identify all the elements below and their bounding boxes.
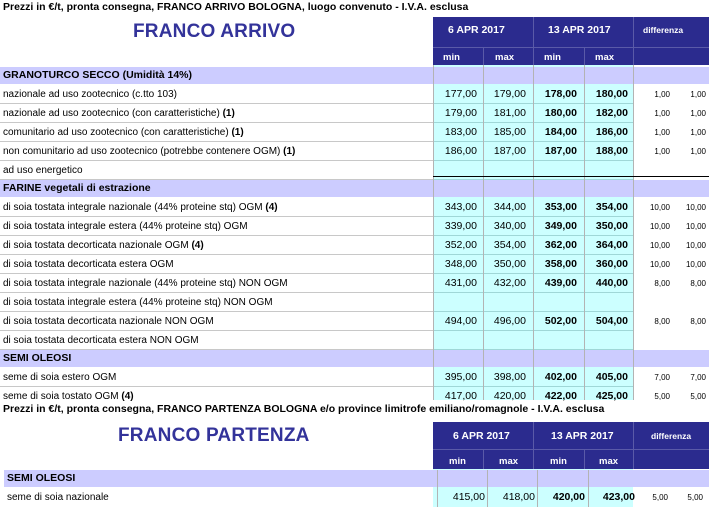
partenza-header-col-sep [584, 449, 585, 469]
difference-value: 7,00 [690, 373, 706, 382]
row-label [3, 161, 83, 180]
price-value: 358,00 [544, 258, 577, 270]
row-label-footnote: (4) [265, 202, 278, 213]
difference-value: 5,00 [687, 493, 703, 502]
row-label-text: nazionale ad uso zootecnico (c.tto 103) [3, 89, 177, 100]
price-value: 439,00 [544, 277, 577, 289]
row-label [3, 368, 116, 387]
arrivo-table-row [0, 312, 709, 331]
row-label-text: di soia tostata decorticata estera OGM [3, 259, 174, 270]
arrivo-table-row [0, 85, 709, 104]
partenza-date-1: 6 APR 2017 [453, 430, 510, 442]
row-label [3, 104, 235, 123]
price-value: 339,00 [444, 220, 477, 232]
partenza-date-2: 13 APR 2017 [551, 430, 614, 442]
partenza-col-sep [487, 470, 488, 507]
difference-value: 1,00 [654, 128, 670, 137]
price-value: 353,00 [544, 201, 577, 213]
difference-value: 1,00 [690, 90, 706, 99]
arrivo-header-col-sep [483, 47, 484, 65]
price-value: 417,00 [444, 390, 477, 402]
price-value: 398,00 [493, 371, 526, 383]
price-value: 418,00 [502, 491, 535, 503]
arrivo-table-row [0, 293, 709, 312]
row-label [3, 85, 177, 104]
row-label [3, 198, 278, 217]
price-value: 502,00 [544, 315, 577, 327]
price-value: 420,00 [552, 491, 585, 503]
row-label-text: di soia tostata decorticata estera NON OGM [3, 335, 199, 346]
price-value: 354,00 [595, 201, 628, 213]
price-value: 343,00 [444, 201, 477, 213]
partenza-max-2: max [599, 456, 619, 467]
arrivo-header-col-sep [584, 47, 585, 65]
row-label [3, 217, 248, 236]
partenza-title: FRANCO PARTENZA [118, 425, 310, 446]
row-label-text: di soia tostata integrale estera (44% proteine stq) OGM [3, 221, 248, 232]
difference-value: 7,00 [654, 373, 670, 382]
row-label-text: di soia tostata decorticata nazionale NON OGM [3, 316, 214, 327]
price-value: 496,00 [493, 315, 526, 327]
difference-value: 10,00 [685, 203, 706, 212]
arrivo-date-2: 13 APR 2017 [548, 24, 611, 36]
row-label-footnote: (1) [231, 127, 244, 138]
row-label-text: di soia tostata integrale estera (44% proteine stq) NON OGM [3, 297, 273, 308]
price-value: 179,00 [444, 107, 477, 119]
row-label-text: non comunitario ad uso zootecnico (potrebbe contenere OGM) [3, 146, 284, 157]
price-value: 349,00 [544, 220, 577, 232]
arrivo-col-sep [533, 65, 534, 400]
price-value: 180,00 [544, 107, 577, 119]
price-value: 182,00 [595, 107, 628, 119]
partenza-header-col-sep [633, 422, 634, 469]
partenza-diff-label: differenza [651, 431, 692, 441]
price-value: 425,00 [595, 390, 628, 402]
price-value: 350,00 [595, 220, 628, 232]
price-value: 354,00 [493, 239, 526, 251]
price-value: 431,00 [444, 277, 477, 289]
price-value: 432,00 [493, 277, 526, 289]
arrivo-table-row [0, 368, 709, 387]
arrivo-section-header: GRANOTURCO SECCO (Umidità 14%) [0, 67, 709, 84]
row-label-footnote: (4) [191, 240, 204, 251]
price-value: 420,00 [493, 390, 526, 402]
arrivo-col-sep [633, 65, 634, 400]
arrivo-col-sep [584, 65, 585, 400]
arrivo-table-row [0, 217, 709, 236]
arrivo-table-row [0, 255, 709, 274]
arrivo-price-note: Prezzi in €/t, pronta consegna, FRANCO ARRIVO BOLOGNA, luogo convenuto - I.V.A. esclusa [0, 0, 709, 16]
price-value: 344,00 [493, 201, 526, 213]
difference-value: 10,00 [649, 241, 670, 250]
arrivo-table-row [0, 331, 709, 350]
difference-value: 1,00 [654, 147, 670, 156]
partenza-min-1: min [449, 456, 466, 467]
difference-value: 10,00 [649, 222, 670, 231]
price-value: 350,00 [493, 258, 526, 270]
price-value: 184,00 [544, 126, 577, 138]
partenza-header-col-sep [483, 449, 484, 469]
row-label-text: seme di soia estero OGM [3, 372, 117, 383]
difference-value: 10,00 [685, 260, 706, 269]
price-value: 188,00 [595, 145, 628, 157]
row-label [3, 255, 174, 274]
difference-value: 8,00 [690, 317, 706, 326]
partenza-section-header: SEMI OLEOSI [4, 470, 709, 487]
price-value: 352,00 [444, 239, 477, 251]
difference-value: 5,00 [690, 392, 706, 401]
price-value: 422,00 [544, 390, 577, 402]
row-label-text: di soia tostata integrale nazionale (44% proteine stq) OGM [3, 202, 266, 213]
difference-value: 10,00 [649, 260, 670, 269]
partenza-max-1: max [499, 456, 519, 467]
price-value: 423,00 [602, 491, 635, 503]
arrivo-header-col-sep [633, 17, 634, 65]
row-label [3, 293, 273, 312]
arrivo-table-row [0, 142, 709, 161]
partenza-header-divider [433, 449, 709, 450]
partenza-col-sep [588, 470, 589, 507]
row-label [3, 331, 199, 350]
row-label-footnote: (1) [283, 146, 296, 157]
difference-value: 1,00 [654, 90, 670, 99]
row-label-text: nazionale ad uso zootecnico (con caratteristiche) [3, 108, 223, 119]
price-value: 415,00 [452, 491, 485, 503]
arrivo-section-header: FARINE vegetali di estrazione [0, 180, 709, 197]
row-label-footnote: (1) [222, 108, 235, 119]
price-value: 395,00 [444, 371, 477, 383]
difference-value: 10,00 [649, 203, 670, 212]
price-value: 360,00 [595, 258, 628, 270]
arrivo-table-row [0, 274, 709, 293]
difference-value: 1,00 [654, 109, 670, 118]
row-label-text: ad uso energetico [3, 165, 83, 176]
partenza-col-sep [437, 470, 438, 507]
arrivo-table-row [0, 236, 709, 255]
arrivo-min-2: min [544, 52, 561, 63]
row-label [3, 142, 295, 161]
partenza-min-2: min [550, 456, 567, 467]
arrivo-table-row [0, 123, 709, 142]
price-value: 405,00 [595, 371, 628, 383]
arrivo-max-1: max [495, 52, 515, 63]
price-value: 340,00 [493, 220, 526, 232]
row-label [3, 236, 204, 255]
arrivo-section-header: SEMI OLEOSI [0, 350, 709, 367]
difference-value: 8,00 [654, 317, 670, 326]
difference-value: 1,00 [690, 147, 706, 156]
row-label-text: comunitario ad uso zootecnico (con caratteristiche) [3, 127, 232, 138]
price-value: 187,00 [493, 145, 526, 157]
price-value: 364,00 [595, 239, 628, 251]
difference-value: 10,00 [685, 241, 706, 250]
price-value: 186,00 [444, 145, 477, 157]
price-value: 185,00 [493, 126, 526, 138]
arrivo-min-1: min [443, 52, 460, 63]
arrivo-diff-label: differenza [643, 25, 684, 35]
difference-value: 8,00 [654, 279, 670, 288]
difference-value: 8,00 [690, 279, 706, 288]
arrivo-table-row [0, 104, 709, 123]
arrivo-energy-rule [433, 176, 709, 177]
arrivo-table-row [0, 198, 709, 217]
partenza-col-sep [537, 470, 538, 507]
price-value: 348,00 [444, 258, 477, 270]
partenza-price-note: Prezzi in €/t, pronta consegna, FRANCO PARTENZA BOLOGNA e/o province limitrofe emiliano/romagnole - I.V.A. esclusa [0, 402, 709, 419]
arrivo-header-band [433, 17, 709, 65]
row-label [3, 123, 244, 142]
price-value: 362,00 [544, 239, 577, 251]
arrivo-max-2: max [595, 52, 615, 63]
arrivo-title: FRANCO ARRIVO [133, 21, 296, 42]
row-label [3, 312, 214, 331]
arrivo-header-divider [433, 47, 709, 48]
arrivo-date-1: 6 APR 2017 [448, 24, 505, 36]
price-value: 177,00 [444, 88, 477, 100]
difference-value: 5,00 [654, 392, 670, 401]
row-label [3, 274, 288, 293]
price-value: 402,00 [544, 371, 577, 383]
price-value: 187,00 [544, 145, 577, 157]
price-value: 186,00 [595, 126, 628, 138]
price-value: 180,00 [595, 88, 628, 100]
price-value: 179,00 [493, 88, 526, 100]
price-value: 181,00 [493, 107, 526, 119]
price-value: 440,00 [595, 277, 628, 289]
arrivo-col-sep [433, 65, 434, 400]
arrivo-header-col-sep [533, 17, 534, 65]
difference-value: 1,00 [690, 109, 706, 118]
arrivo-table-row [0, 161, 709, 180]
difference-value: 1,00 [690, 128, 706, 137]
row-label-text: seme di soia tostato OGM [3, 391, 122, 402]
price-value: 183,00 [444, 126, 477, 138]
difference-value: 5,00 [652, 493, 668, 502]
row-label-text: di soia tostata integrale nazionale (44% proteine stq) NON OGM [3, 278, 288, 289]
price-value: 494,00 [444, 315, 477, 327]
difference-value: 10,00 [685, 222, 706, 231]
partenza-header-col-sep [533, 422, 534, 469]
price-value: 504,00 [595, 315, 628, 327]
row-label: seme di soia nazionale [7, 492, 109, 503]
price-value: 178,00 [544, 88, 577, 100]
row-label-footnote: (4) [121, 391, 134, 402]
partenza-table-row [4, 488, 709, 507]
partenza-header-band [433, 422, 709, 469]
arrivo-col-sep [483, 65, 484, 400]
row-label-text: di soia tostata decorticata nazionale OGM [3, 240, 192, 251]
